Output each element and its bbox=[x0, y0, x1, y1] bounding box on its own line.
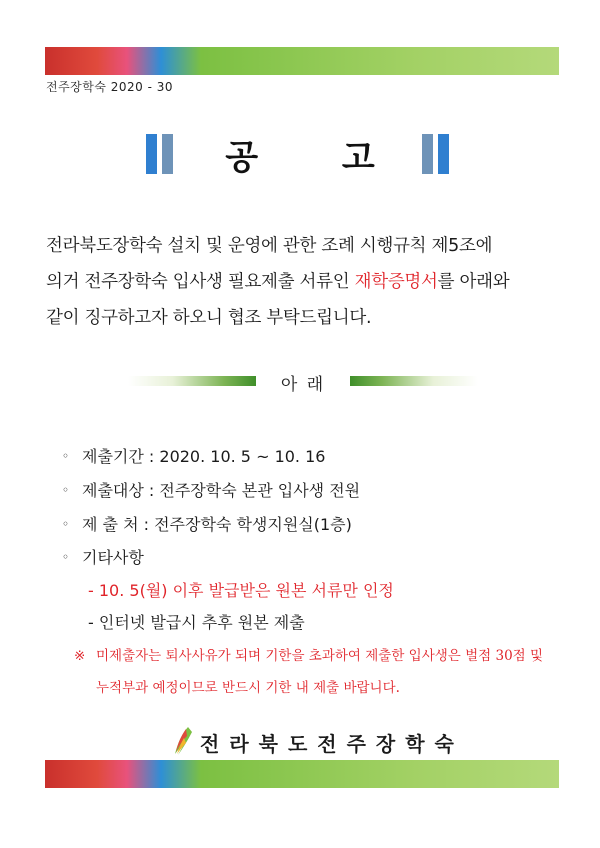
detail-period-text: 제출기간 : 2020. 10. 5 ~ 10. 16 bbox=[82, 447, 326, 466]
notice-line-2: 누적부과 예정이므로 반드시 기한 내 제출 바랍니다. bbox=[96, 680, 400, 696]
band-transition-segment bbox=[161, 47, 201, 75]
bullet-icon: ◦ bbox=[62, 517, 70, 531]
detail-period bbox=[62, 444, 325, 467]
reference-mark-icon: ※ bbox=[74, 648, 86, 664]
below-label: 아 래 bbox=[280, 375, 326, 395]
detail-place-text: 제 출 처 : 전주장학숙 학생지원실(1층) bbox=[82, 515, 352, 534]
footer-signature bbox=[0, 724, 600, 758]
body-line-2-pre: 의거 전주장학숙 입사생 필요제출 서류인 bbox=[46, 272, 355, 292]
below-divider bbox=[128, 370, 478, 394]
detail-sub-internet: - 인터넷 발급시 추후 원본 제출 bbox=[88, 613, 305, 632]
detail-other-text: 기타사항 bbox=[82, 548, 144, 567]
announcement-body bbox=[46, 228, 566, 336]
detail-place bbox=[62, 512, 352, 535]
detail-sub-original-only: - 10. 5(월) 이후 발급받은 원본 서류만 인정 bbox=[88, 581, 394, 600]
band-red-segment bbox=[45, 47, 97, 75]
band-blue-segment bbox=[127, 760, 161, 788]
warning-notice bbox=[74, 640, 564, 704]
notice-line-1-text: 미제출자는 퇴사사유가 되며 기한을 초과하여 제출한 입사생은 벌점 30점 및 bbox=[96, 648, 544, 664]
bullet-icon: ◦ bbox=[62, 449, 70, 463]
divider-gradient-right bbox=[350, 376, 478, 386]
detail-other bbox=[62, 545, 144, 568]
title-row bbox=[0, 128, 600, 180]
band-pink-segment bbox=[97, 47, 127, 75]
bullet-icon: ◦ bbox=[62, 550, 70, 564]
detail-target bbox=[62, 478, 360, 501]
organization-name: 전라북도전주장학숙 bbox=[200, 732, 464, 756]
bullet-icon: ◦ bbox=[62, 483, 70, 497]
page-title: 공 고 bbox=[225, 138, 411, 178]
document-number: 전주장학숙 2020 - 30 bbox=[46, 80, 174, 94]
top-color-band bbox=[45, 47, 559, 75]
band-pink-segment bbox=[97, 760, 127, 788]
divider-gradient-left bbox=[128, 376, 256, 386]
band-transition-segment bbox=[161, 760, 201, 788]
notice-line-1 bbox=[74, 640, 564, 672]
band-blue-segment bbox=[127, 47, 161, 75]
body-line-2 bbox=[46, 264, 566, 300]
body-line-2-post: 를 아래와 bbox=[437, 272, 510, 292]
organization-logo-icon bbox=[172, 726, 194, 756]
band-green-segment bbox=[201, 47, 559, 75]
bottom-color-band bbox=[45, 760, 559, 788]
band-green-segment bbox=[201, 760, 559, 788]
detail-target-text: 제출대상 : 전주장학숙 본관 입사생 전원 bbox=[82, 481, 361, 500]
highlight-document-name: 재학증명서 bbox=[354, 272, 438, 292]
band-red-segment bbox=[45, 760, 97, 788]
body-line-3: 같이 징구하고자 하오니 협조 부탁드립니다. bbox=[46, 308, 372, 328]
body-line-1: 전라북도장학숙 설치 및 운영에 관한 조례 시행규칙 제5조에 bbox=[46, 236, 493, 256]
